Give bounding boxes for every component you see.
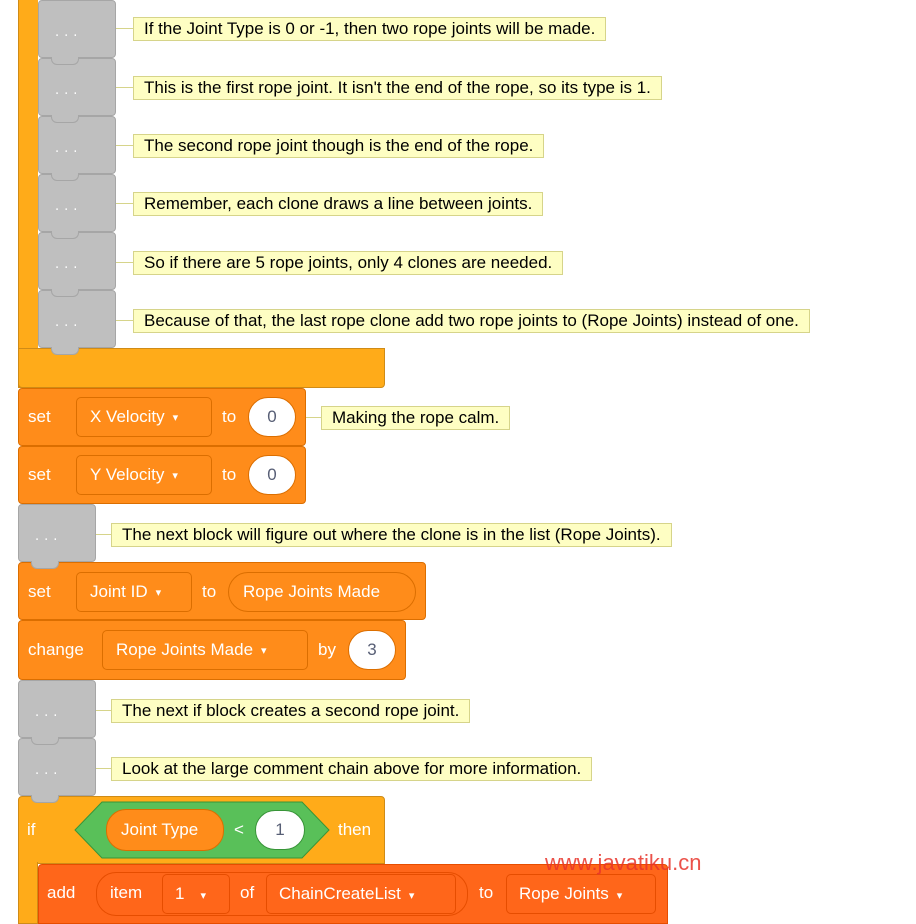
change-keyword: change bbox=[28, 640, 84, 659]
comment-connector bbox=[116, 28, 134, 29]
comment-note[interactable]: Making the rope calm. bbox=[321, 406, 510, 430]
block-bump bbox=[31, 795, 59, 803]
set-keyword: set bbox=[28, 582, 51, 601]
comment-connector bbox=[116, 87, 134, 88]
comment-connector bbox=[306, 417, 322, 418]
comment-connector bbox=[116, 203, 134, 204]
if-keyword: if bbox=[27, 820, 36, 839]
placeholder-block[interactable]: ... bbox=[18, 738, 96, 796]
placeholder-block[interactable]: ... bbox=[38, 116, 116, 174]
rope-joints-made-dropdown[interactable] bbox=[102, 630, 308, 670]
block-bump bbox=[31, 737, 59, 745]
x-velocity-dropdown[interactable] bbox=[76, 397, 212, 437]
y-velocity-dropdown[interactable] bbox=[76, 455, 212, 495]
block-bump bbox=[51, 347, 79, 355]
add-keyword: add bbox=[47, 883, 76, 902]
dropdown-label: X Velocity bbox=[90, 407, 165, 426]
comment-connector bbox=[116, 262, 134, 263]
item-keyword: item bbox=[110, 883, 143, 902]
comment-note[interactable]: The next block will figure out where the clone is in the list (Rope Joints). bbox=[111, 523, 672, 547]
chevron-down-icon: ▾ bbox=[155, 587, 162, 599]
dropdown-label: Y Velocity bbox=[90, 465, 165, 484]
block-bump bbox=[51, 289, 79, 297]
to-keyword: to bbox=[222, 465, 237, 484]
chevron-down-icon: ▾ bbox=[172, 470, 178, 482]
if-block-left-arm bbox=[18, 862, 38, 924]
chevron-down-icon: ▾ bbox=[172, 412, 179, 424]
then-keyword: then bbox=[338, 820, 372, 839]
chevron-down-icon: ▾ bbox=[200, 890, 206, 902]
joint-type-reporter[interactable]: Joint Type bbox=[106, 809, 224, 851]
comment-connector bbox=[96, 768, 112, 769]
comment-note[interactable]: Look at the large comment chain above for more information. bbox=[111, 757, 592, 781]
comment-note[interactable]: This is the first rope joint. It isn't the end of the rope, so its type is 1. bbox=[133, 76, 662, 100]
placeholder-block[interactable]: ... bbox=[18, 680, 96, 738]
block-bump bbox=[51, 115, 79, 123]
joint-id-dropdown[interactable] bbox=[76, 572, 192, 612]
chevron-down-icon: ▾ bbox=[261, 645, 267, 657]
rope-joints-list-dropdown[interactable] bbox=[506, 874, 656, 914]
x-velocity-value-input[interactable]: 0 bbox=[248, 397, 296, 437]
item-index-dropdown[interactable] bbox=[162, 874, 230, 914]
watermark: www.javatiku.cn bbox=[545, 850, 702, 875]
comment-note[interactable]: Remember, each clone draws a line between joints. bbox=[133, 192, 543, 216]
comment-note[interactable]: So if there are 5 rope joints, only 4 clones are needed. bbox=[133, 251, 563, 275]
block-bump bbox=[31, 561, 59, 569]
set-keyword: set bbox=[28, 407, 51, 426]
c-block-left-arm[interactable] bbox=[18, 0, 38, 388]
chain-create-list-dropdown[interactable] bbox=[266, 874, 456, 914]
comment-note[interactable]: The next if block creates a second rope joint. bbox=[111, 699, 470, 723]
less-than-symbol: < bbox=[234, 820, 244, 839]
operator-value-input[interactable]: 1 bbox=[255, 810, 305, 850]
to-keyword: to bbox=[202, 582, 217, 601]
to-keyword: to bbox=[479, 883, 494, 902]
dropdown-label: ChainCreateList bbox=[279, 884, 401, 903]
of-keyword: of bbox=[240, 883, 255, 902]
comment-connector bbox=[96, 534, 112, 535]
placeholder-block[interactable]: ... bbox=[38, 0, 116, 58]
dropdown-label: Rope Joints bbox=[519, 884, 609, 903]
block-bump bbox=[51, 231, 79, 239]
by-keyword: by bbox=[318, 640, 336, 659]
chevron-down-icon: ▾ bbox=[616, 890, 623, 902]
dropdown-label: Joint ID bbox=[90, 582, 148, 601]
y-velocity-value-input[interactable]: 0 bbox=[248, 455, 296, 495]
comment-note[interactable]: If the Joint Type is 0 or -1, then two rope joints will be made. bbox=[133, 17, 606, 41]
placeholder-block[interactable]: ... bbox=[38, 290, 116, 348]
comment-connector bbox=[116, 320, 134, 321]
placeholder-block[interactable]: ... bbox=[38, 174, 116, 232]
chevron-down-icon: ▾ bbox=[408, 890, 415, 902]
block-bump bbox=[51, 173, 79, 181]
dropdown-label: Rope Joints Made bbox=[116, 640, 254, 659]
to-keyword: to bbox=[222, 407, 237, 426]
placeholder-block[interactable]: ... bbox=[38, 58, 116, 116]
change-value-input[interactable]: 3 bbox=[348, 630, 396, 670]
placeholder-block[interactable]: ... bbox=[18, 504, 96, 562]
rope-joints-made-reporter[interactable]: Rope Joints Made bbox=[228, 572, 416, 612]
comment-note[interactable]: The second rope joint though is the end of the rope. bbox=[133, 134, 544, 158]
comment-connector bbox=[96, 710, 112, 711]
block-bump bbox=[51, 57, 79, 65]
dropdown-label: 1 bbox=[175, 884, 185, 903]
placeholder-block[interactable]: ... bbox=[38, 232, 116, 290]
comment-note[interactable]: Because of that, the last rope clone add two rope joints to (Rope Joints) instead of one. bbox=[133, 309, 810, 333]
set-keyword: set bbox=[28, 465, 51, 484]
comment-connector bbox=[116, 145, 134, 146]
